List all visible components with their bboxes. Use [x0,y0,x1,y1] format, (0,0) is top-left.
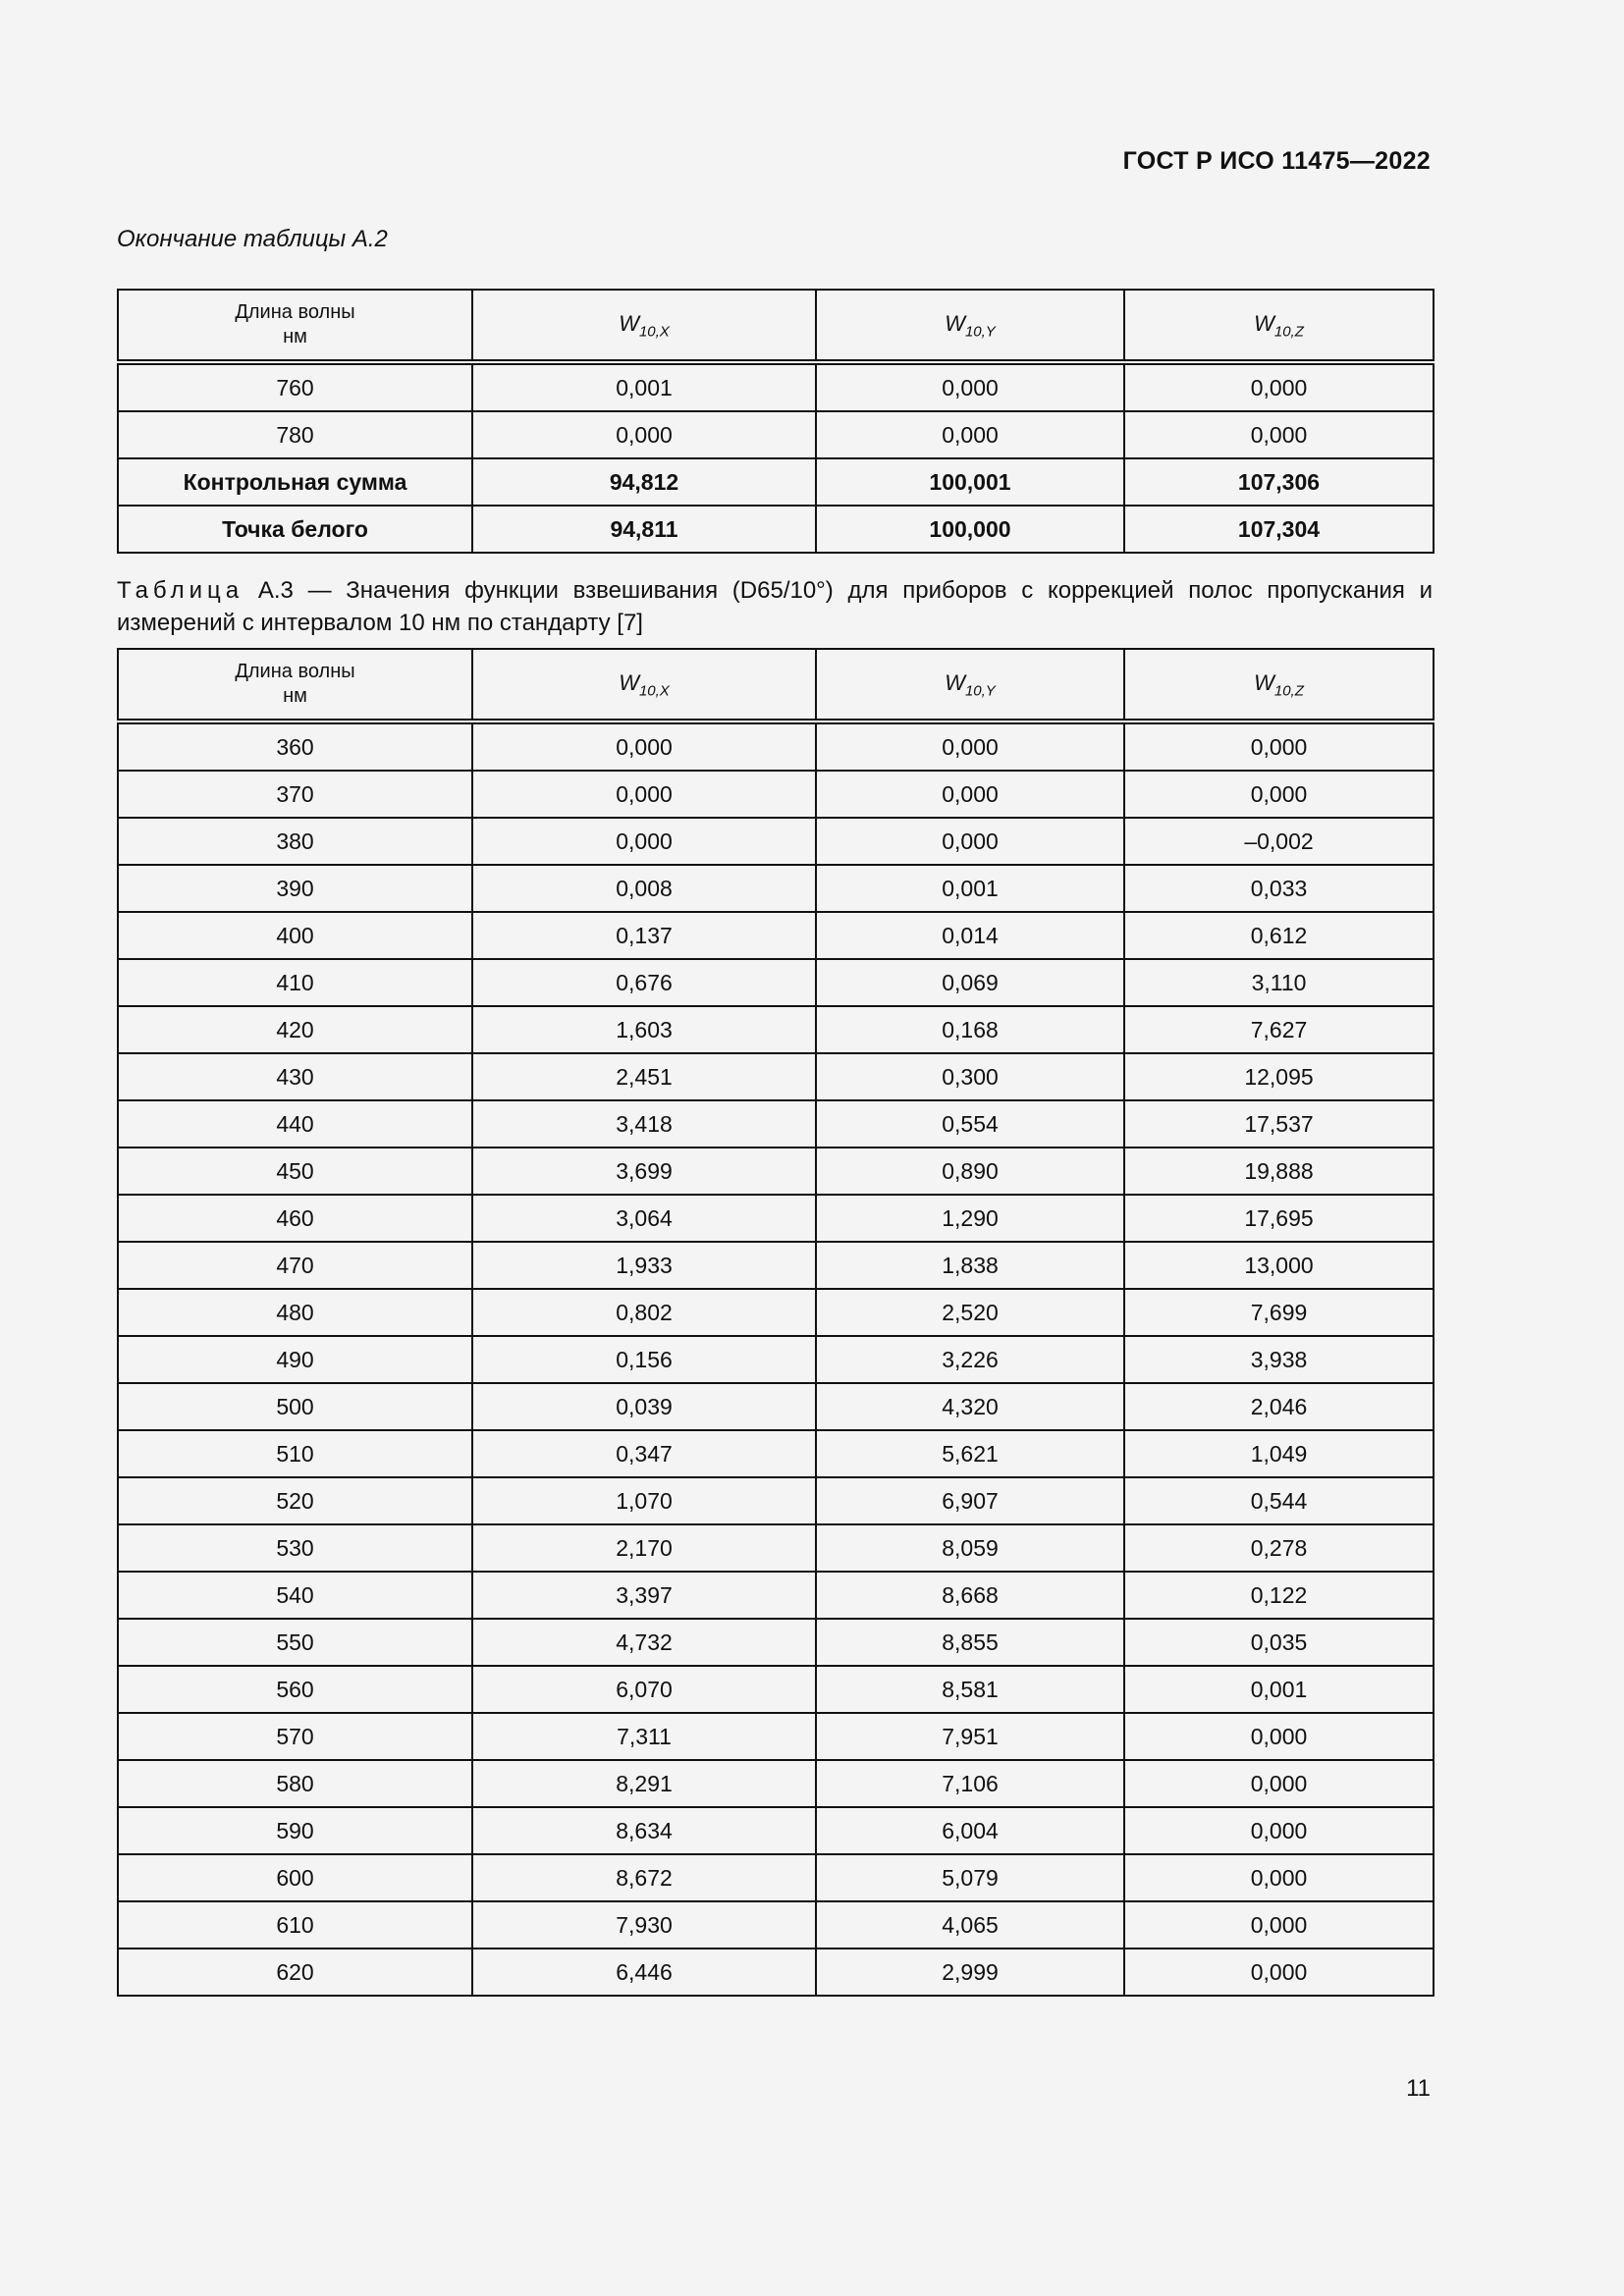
table-row [118,959,1434,1006]
wz-cell: 0,544 [1124,1477,1434,1524]
table-row [118,1854,1434,1901]
wy-subscript: 10,Y [964,323,996,341]
wavelength-cell: 620 [118,1949,472,1996]
wy-cell: 8,059 [816,1524,1124,1572]
wy-cell: 100,001 [816,458,1124,506]
table-row [118,1195,1434,1242]
table-row [118,1760,1434,1807]
wavelength-cell: 760 [118,362,472,411]
table-row [118,1949,1434,1996]
wx-cell: 1,070 [472,1477,816,1524]
wx-column-header [472,290,816,362]
wy-symbol: W [945,669,965,695]
table-a3-title-text: А.3 — Значения функции взвешивания (D65/10°) для приборов с коррекцией полос пропускания и измерений с интервалом 10 нм по стандарту [7] [117,577,1433,636]
wavelength-cell: 560 [118,1666,472,1713]
wy-cell: 0,000 [816,818,1124,865]
wx-cell: 3,418 [472,1100,816,1148]
wz-cell: 2,046 [1124,1383,1434,1430]
wavelength-cell: 600 [118,1854,472,1901]
wy-cell: 4,065 [816,1901,1124,1949]
wavelength-cell: 780 [118,411,472,458]
table-a3 [117,648,1435,1997]
wz-cell: 0,278 [1124,1524,1434,1572]
wy-cell: 0,000 [816,721,1124,771]
table-row [118,1572,1434,1619]
wz-cell: 1,049 [1124,1430,1434,1477]
wx-cell: 2,451 [472,1053,816,1100]
wavelength-cell: 440 [118,1100,472,1148]
wy-cell: 0,069 [816,959,1124,1006]
wz-cell: 0,000 [1124,1854,1434,1901]
wz-symbol: W [1254,669,1274,695]
wz-cell: 107,306 [1124,458,1434,506]
table-row [118,411,1434,458]
wavelength-unit: нм [283,685,307,707]
wavelength-column-header [118,649,472,721]
wy-cell: 0,001 [816,865,1124,912]
wx-cell: 1,933 [472,1242,816,1289]
wy-cell: 4,320 [816,1383,1124,1430]
wx-cell: 6,070 [472,1666,816,1713]
wy-cell: 0,890 [816,1148,1124,1195]
wavelength-label: Длина волны [235,661,355,682]
wx-cell: 0,000 [472,771,816,818]
table-row [118,1100,1434,1148]
summary-label-cell: Контрольная сумма [118,458,472,506]
table-row [118,1053,1434,1100]
wy-cell: 0,300 [816,1053,1124,1100]
wx-cell: 0,008 [472,865,816,912]
wy-cell: 6,004 [816,1807,1124,1854]
page-number: 11 [1406,2075,1431,2102]
table-row [118,771,1434,818]
wavelength-cell: 460 [118,1195,472,1242]
wx-subscript: 10,X [638,323,670,341]
table-row [118,721,1434,771]
wy-column-header [816,290,1124,362]
table-row [118,1289,1434,1336]
table-a2-continued-caption: Окончание таблицы А.2 [117,226,388,252]
table-row [118,1383,1434,1430]
wx-cell: 0,802 [472,1289,816,1336]
wavelength-cell: 450 [118,1148,472,1195]
table-row [118,912,1434,959]
wx-cell: 8,291 [472,1760,816,1807]
wavelength-column-header [118,290,472,362]
wy-cell: 6,907 [816,1477,1124,1524]
wy-cell: 0,554 [816,1100,1124,1148]
wx-column-header [472,649,816,721]
summary-row [118,458,1434,506]
wz-cell: 19,888 [1124,1148,1434,1195]
wz-cell: 0,000 [1124,771,1434,818]
table-header-row [118,649,1434,721]
document-standard-header: ГОСТ Р ИСО 11475—2022 [1122,147,1431,175]
wy-cell: 7,106 [816,1760,1124,1807]
table-row [118,1524,1434,1572]
wy-cell: 8,581 [816,1666,1124,1713]
table-row [118,362,1434,411]
wx-symbol: W [619,310,639,336]
wx-cell: 6,446 [472,1949,816,1996]
wy-cell: 0,000 [816,362,1124,411]
table-row [118,1006,1434,1053]
wy-cell: 2,999 [816,1949,1124,1996]
summary-label-cell: Точка белого [118,506,472,553]
wavelength-cell: 590 [118,1807,472,1854]
wx-cell: 94,811 [472,506,816,553]
wx-cell: 7,311 [472,1713,816,1760]
table-row [118,1901,1434,1949]
table-a3-body [118,721,1434,1996]
wz-column-header [1124,290,1434,362]
wy-cell: 5,621 [816,1430,1124,1477]
table-header-row [118,290,1434,362]
wy-cell: 7,951 [816,1713,1124,1760]
table-row [118,1477,1434,1524]
wx-symbol: W [619,669,639,695]
table-a3-title-label: Таблица [117,577,244,604]
wx-cell: 0,001 [472,362,816,411]
wavelength-label: Длина волны [235,301,355,323]
wz-cell: 17,695 [1124,1195,1434,1242]
wavelength-unit: нм [283,326,307,347]
table-a3-title [117,574,1433,639]
wx-cell: 0,347 [472,1430,816,1477]
wz-cell: 0,000 [1124,1713,1434,1760]
wy-symbol: W [945,310,965,336]
wx-cell: 0,137 [472,912,816,959]
wavelength-cell: 400 [118,912,472,959]
wx-cell: 8,634 [472,1807,816,1854]
wz-cell: 0,000 [1124,362,1434,411]
wavelength-cell: 420 [118,1006,472,1053]
wx-cell: 0,039 [472,1383,816,1430]
wavelength-cell: 500 [118,1383,472,1430]
wavelength-cell: 570 [118,1713,472,1760]
wy-cell: 1,290 [816,1195,1124,1242]
wz-cell: 3,110 [1124,959,1434,1006]
wy-cell: 1,838 [816,1242,1124,1289]
table-row [118,1619,1434,1666]
wy-cell: 100,000 [816,506,1124,553]
wz-cell: 0,612 [1124,912,1434,959]
wz-cell: 0,033 [1124,865,1434,912]
wz-cell: 107,304 [1124,506,1434,553]
table-row [118,1148,1434,1195]
wx-cell: 2,170 [472,1524,816,1572]
wz-cell: 0,001 [1124,1666,1434,1713]
wx-subscript: 10,X [638,682,670,700]
wavelength-cell: 610 [118,1901,472,1949]
wx-cell: 3,699 [472,1148,816,1195]
wx-cell: 0,000 [472,721,816,771]
wy-column-header [816,649,1124,721]
table-row [118,1807,1434,1854]
wy-cell: 5,079 [816,1854,1124,1901]
wz-subscript: 10,Z [1273,323,1304,341]
table-row [118,818,1434,865]
wavelength-cell: 480 [118,1289,472,1336]
wavelength-cell: 490 [118,1336,472,1383]
wz-cell: 7,699 [1124,1289,1434,1336]
wy-cell: 0,000 [816,411,1124,458]
wz-symbol: W [1254,310,1274,336]
wavelength-cell: 360 [118,721,472,771]
table-row [118,1242,1434,1289]
wz-cell: 0,035 [1124,1619,1434,1666]
wy-subscript: 10,Y [964,682,996,700]
wy-cell: 8,668 [816,1572,1124,1619]
table-row [118,865,1434,912]
wx-cell: 0,676 [472,959,816,1006]
wy-cell: 0,014 [816,912,1124,959]
wz-cell: 13,000 [1124,1242,1434,1289]
wz-cell: 7,627 [1124,1006,1434,1053]
wx-cell: 7,930 [472,1901,816,1949]
wy-cell: 0,168 [816,1006,1124,1053]
wx-cell: 3,397 [472,1572,816,1619]
table-row [118,1430,1434,1477]
wz-cell: 0,000 [1124,721,1434,771]
wx-cell: 4,732 [472,1619,816,1666]
wx-cell: 3,064 [472,1195,816,1242]
wavelength-cell: 470 [118,1242,472,1289]
wx-cell: 94,812 [472,458,816,506]
wy-cell: 3,226 [816,1336,1124,1383]
wavelength-cell: 380 [118,818,472,865]
wy-cell: 2,520 [816,1289,1124,1336]
wz-cell: 0,000 [1124,1807,1434,1854]
table-row [118,1336,1434,1383]
wz-cell: 0,000 [1124,1901,1434,1949]
wx-cell: 0,156 [472,1336,816,1383]
wavelength-cell: 540 [118,1572,472,1619]
wavelength-cell: 520 [118,1477,472,1524]
wz-subscript: 10,Z [1273,682,1304,700]
table-a2 [117,289,1435,554]
wavelength-cell: 430 [118,1053,472,1100]
wx-cell: 0,000 [472,818,816,865]
wz-cell: 0,000 [1124,1949,1434,1996]
wx-cell: 8,672 [472,1854,816,1901]
wz-cell: 0,000 [1124,411,1434,458]
wx-cell: 0,000 [472,411,816,458]
table-row [118,1666,1434,1713]
wavelength-cell: 390 [118,865,472,912]
wz-column-header [1124,649,1434,721]
wy-cell: 8,855 [816,1619,1124,1666]
wy-cell: 0,000 [816,771,1124,818]
wz-cell: 12,095 [1124,1053,1434,1100]
wavelength-cell: 550 [118,1619,472,1666]
table-a2-body [118,362,1434,553]
wz-cell: 0,122 [1124,1572,1434,1619]
wz-cell: 3,938 [1124,1336,1434,1383]
wavelength-cell: 510 [118,1430,472,1477]
table-row [118,1713,1434,1760]
wz-cell: 17,537 [1124,1100,1434,1148]
wz-cell: –0,002 [1124,818,1434,865]
wx-cell: 1,603 [472,1006,816,1053]
wavelength-cell: 580 [118,1760,472,1807]
wavelength-cell: 530 [118,1524,472,1572]
summary-row [118,506,1434,553]
wz-cell: 0,000 [1124,1760,1434,1807]
wavelength-cell: 410 [118,959,472,1006]
wavelength-cell: 370 [118,771,472,818]
